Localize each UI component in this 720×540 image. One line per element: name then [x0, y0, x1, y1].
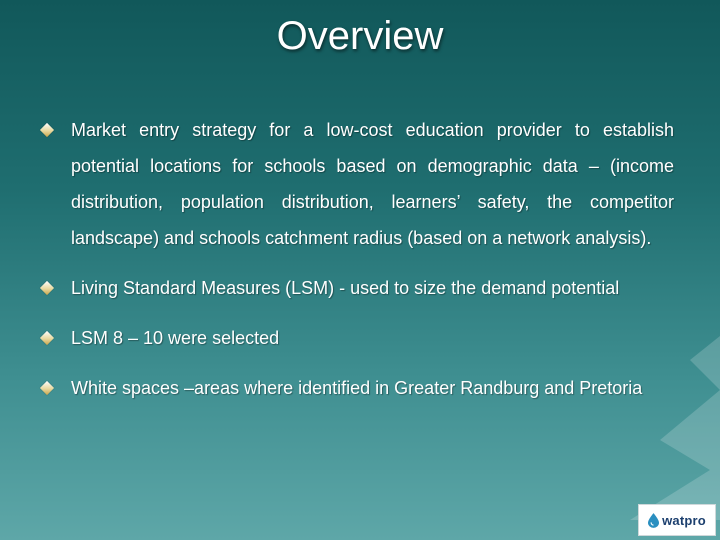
bullet-item — [38, 270, 674, 306]
bullet-text: Living Standard Measures (LSM) - used to size the demand potential — [71, 278, 620, 298]
diamond-bullet-icon — [40, 281, 54, 295]
water-drop-icon — [648, 513, 659, 528]
diamond-bullet-icon — [40, 381, 54, 395]
bullet-item — [38, 112, 674, 256]
bullet-text: White spaces –areas where identified in Greater Randburg and Pretoria — [71, 378, 643, 398]
watpro-logo — [638, 504, 716, 536]
diamond-bullet-icon — [40, 123, 54, 137]
bullet-item — [38, 320, 674, 356]
diamond-bullet-icon — [40, 331, 54, 345]
slide-title: Overview — [276, 14, 444, 58]
bullet-text: LSM 8 – 10 were selected — [71, 328, 280, 348]
bullet-list — [38, 112, 674, 420]
bullet-text: Market entry strategy for a low-cost education provider to establish potential locations for schools based on demographic data – (income distribution, population distribution, learners’ safety, the competitor landscape) and schools catchment radius (based on a network analysis). — [71, 120, 674, 248]
logo-wordmark: watpro — [662, 512, 706, 528]
bullet-item — [38, 370, 674, 406]
